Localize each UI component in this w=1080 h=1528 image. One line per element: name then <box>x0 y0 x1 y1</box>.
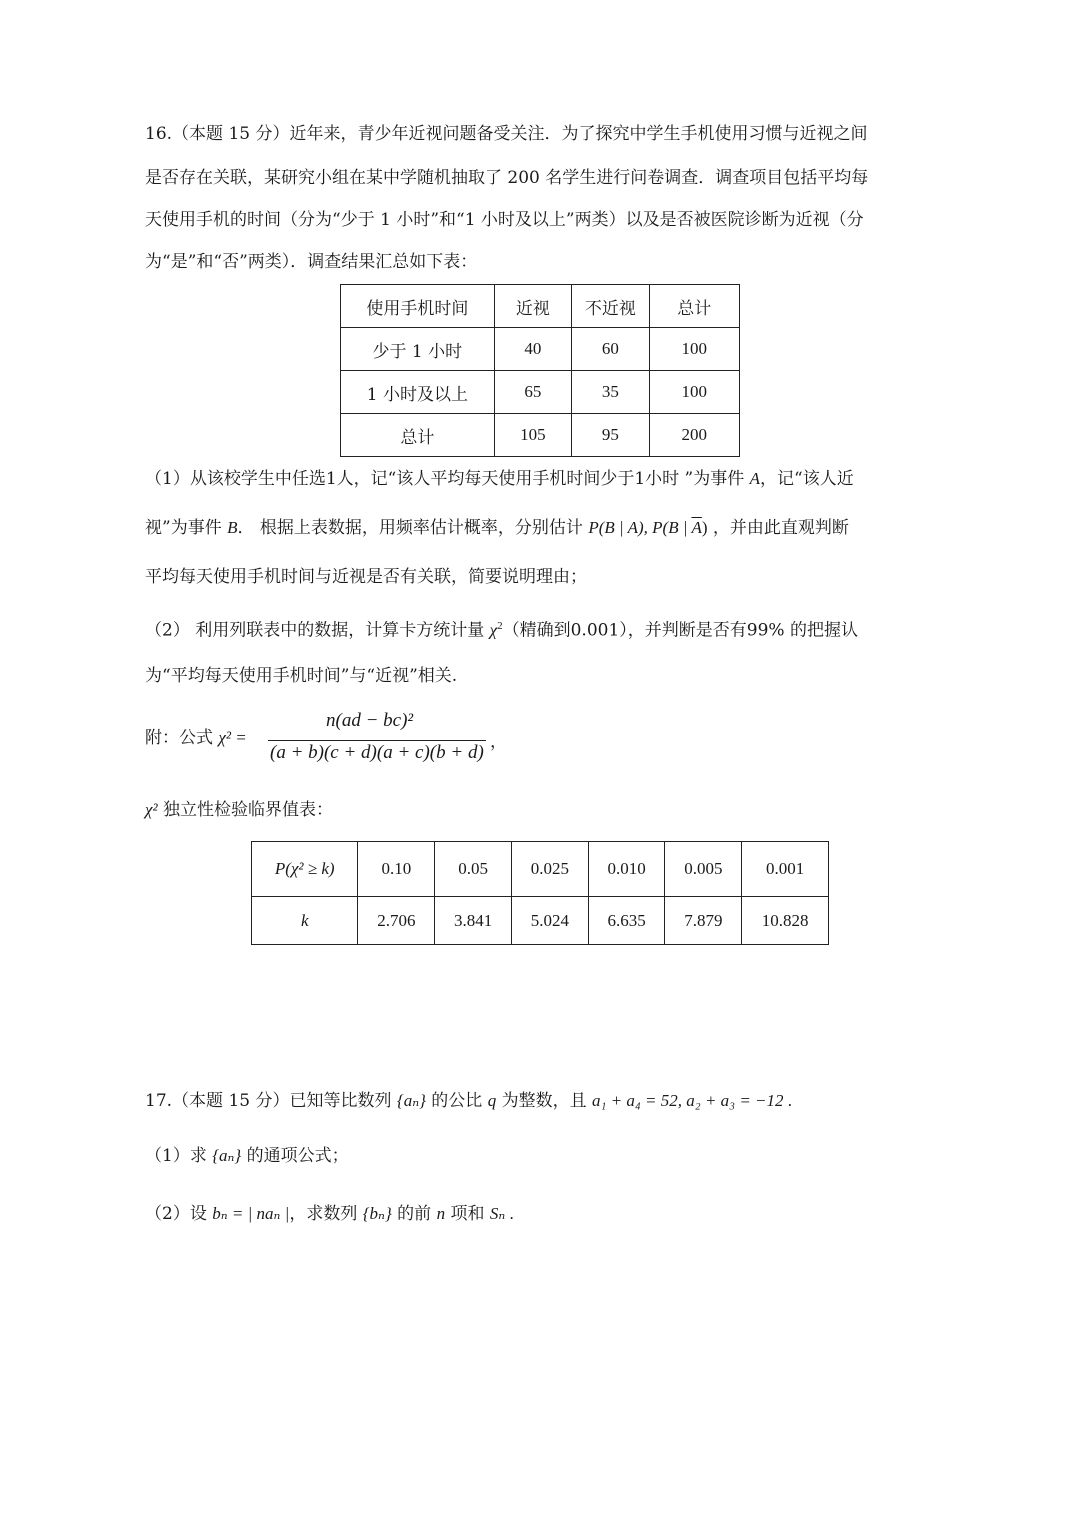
crit-k-cell: 6.635 <box>588 897 665 945</box>
survey-cell: 少于 1 小时 <box>341 328 495 371</box>
sum-s: Sₙ <box>489 1204 506 1223</box>
survey-cell: 1 小时及以上 <box>341 371 495 414</box>
q16-intro-line-2: 是否存在关联，某研究小组在某中学随机抽取了 200 名学生进行问卷调查．调查项目包括平均每 <box>145 168 869 188</box>
crit-row-label: P(χ² ≥ k) <box>252 842 358 897</box>
q16-intro-line-1: 16.（本题 15 分）近年来，青少年近视问题备受关注．为了探究中学生手机使用习惯与近视之间 <box>145 124 868 144</box>
text: ，并由此直观判断 <box>707 518 849 538</box>
q16-part2-line-2: 为“平均每天使用手机时间”与“近视”相关. <box>145 666 458 686</box>
survey-cell: 40 <box>494 328 572 371</box>
formula-suffix: ， <box>490 732 507 752</box>
q16-part1-line-1 <box>145 467 854 491</box>
q16-part2-line-1 <box>145 614 858 643</box>
crit-table-row-k <box>252 897 829 945</box>
survey-header-cell: 使用手机时间 <box>341 285 495 328</box>
chi-square-lhs: χ² = <box>218 728 247 747</box>
text: （精确到0.001），并判断是否有99% 的把握认 <box>502 620 858 641</box>
crit-k-cell: 10.828 <box>742 897 829 945</box>
ratio-q: q <box>487 1091 497 1110</box>
crit-k-cell: 5.024 <box>511 897 588 945</box>
critical-value-table <box>251 841 829 945</box>
crit-p-cell: 0.005 <box>665 842 742 897</box>
text: 附：公式 <box>145 728 219 748</box>
chi-square-symbol: χ² <box>145 800 158 819</box>
q16-intro-line-4: 为“是”和“否”两类）．调查结果汇总如下表： <box>145 252 478 272</box>
survey-cell: 65 <box>494 371 572 414</box>
prob-expression: P(B | A), P(B | <box>588 518 692 537</box>
text: （2）设 <box>145 1204 213 1224</box>
q17-line-1 <box>145 1089 792 1113</box>
survey-table-row <box>341 328 740 371</box>
text: （1）从该校学生中任选1人，记“该人平均每天使用手机时间少于1小时 ”为事件 <box>145 469 750 489</box>
text: 为整数，且 <box>496 1091 593 1111</box>
text: 的公比 <box>425 1091 488 1111</box>
sequence-b: {bₙ} <box>362 1204 392 1223</box>
survey-header-cell: 总计 <box>649 285 739 328</box>
crit-p-cell: 0.001 <box>742 842 829 897</box>
text: . <box>783 1091 793 1110</box>
survey-cell: 35 <box>572 371 649 414</box>
a-complement: $\overline{A}$ <box>691 518 702 537</box>
text: （2） 利用列联表中的数据，计算卡方统计量 <box>145 620 490 641</box>
n-variable: n <box>436 1204 446 1223</box>
text: 独立性检验临界值表： <box>157 800 333 820</box>
crit-k-cell: 2.706 <box>358 897 435 945</box>
q16-part1-line-3: 平均每天使用手机时间与近视是否有关联，简要说明理由； <box>145 567 587 587</box>
survey-table <box>340 284 740 457</box>
survey-table-row <box>341 414 740 457</box>
text: 视”为事件 <box>145 518 228 538</box>
text: ，求数列 <box>289 1204 363 1224</box>
text: 的通项公式； <box>241 1146 349 1166</box>
crit-table-title <box>145 798 333 822</box>
text: 17.（本题 15 分）已知等比数列 <box>145 1091 397 1111</box>
survey-header-cell: 不近视 <box>572 285 649 328</box>
survey-header-cell: 近视 <box>494 285 572 328</box>
crit-k-cell: 7.879 <box>665 897 742 945</box>
survey-cell: 105 <box>494 414 572 457</box>
q17-part1 <box>145 1144 349 1168</box>
survey-cell: 总计 <box>341 414 495 457</box>
b-definition: bₙ = | naₙ | <box>212 1204 290 1223</box>
crit-p-cell: 0.05 <box>435 842 512 897</box>
formula-denominator: (a + b)(c + d)(a + c)(b + d) <box>270 742 484 763</box>
formula-prefix <box>145 726 247 750</box>
event-b: B <box>227 518 238 537</box>
prob-close: ) <box>701 518 708 537</box>
survey-table-header-row <box>341 285 740 328</box>
formula-numerator: n(ad − bc)² <box>326 710 414 731</box>
q17-part2 <box>145 1202 514 1226</box>
event-a: A <box>749 469 761 488</box>
text: ，记“该人近 <box>760 469 854 489</box>
survey-cell: 95 <box>572 414 649 457</box>
sequence-a: {aₙ} <box>396 1091 426 1110</box>
survey-cell: 100 <box>649 328 739 371</box>
text: （1）求 <box>145 1146 213 1166</box>
crit-p-cell: 0.10 <box>358 842 435 897</box>
q16-intro-line-3: 天使用手机的时间（分为“少于 1 小时”和“1 小时及以上”两类）以及是否被医院诊断为近视（分 <box>145 210 864 230</box>
condition-expression: a₁ + a₄ = 52, a₂ + a₃ = −12 <box>592 1091 784 1110</box>
crit-k-cell: 3.841 <box>435 897 512 945</box>
crit-p-cell: 0.010 <box>588 842 665 897</box>
chi-symbol: χ <box>489 620 498 640</box>
q16-part1-line-2 <box>145 516 849 540</box>
text: . <box>505 1204 514 1223</box>
crit-row-label: k <box>252 897 358 945</box>
survey-cell: 200 <box>649 414 739 457</box>
survey-table-row <box>341 371 740 414</box>
survey-cell: 100 <box>649 371 739 414</box>
crit-table-row-p <box>252 842 829 897</box>
crit-p-cell: 0.025 <box>511 842 588 897</box>
chi-square-formula <box>268 710 488 770</box>
text: ． 根据上表数据，用频率估计概率，分别估计 <box>237 518 589 538</box>
survey-cell: 60 <box>572 328 649 371</box>
text: 的前 <box>391 1204 437 1224</box>
sequence-a: {aₙ} <box>212 1146 242 1165</box>
text: 项和 <box>445 1204 490 1224</box>
chi-exponent: 2 <box>497 620 503 632</box>
